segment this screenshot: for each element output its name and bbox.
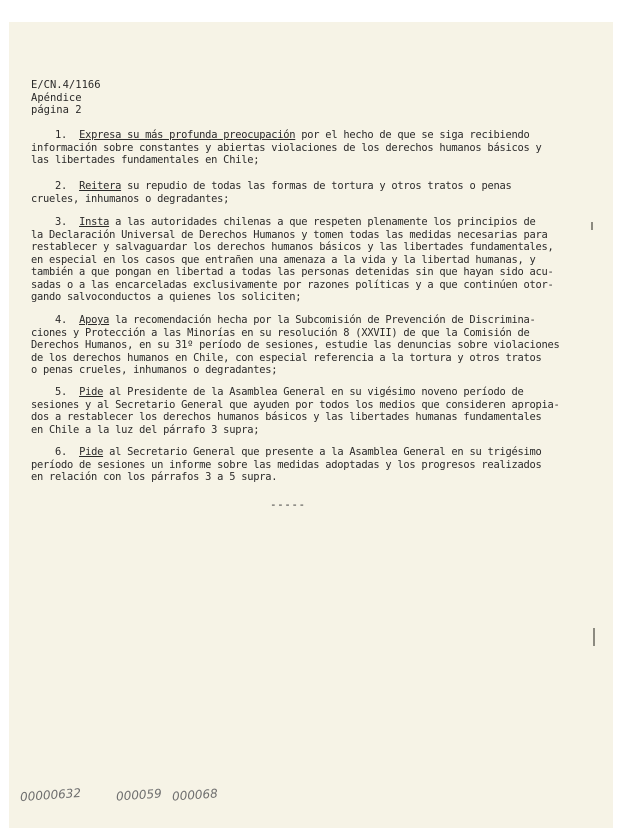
archive-stamp: 00000632 [19,785,82,805]
paragraph-number: 2. [55,180,68,192]
paragraph-text: al Presidente de la Asamblea General en su vigésimo noveno período de [103,386,524,398]
paragraph-line: período de sesiones un informe sobre las medidas adoptadas y los progresos realizados [31,458,542,471]
paragraph-text: la recomendación hecha por la Subcomisión de Prevención de Discrimina- [109,314,536,326]
paragraph-number: 5. [55,386,68,398]
paragraph-line: crueles, inhumanos o degradantes; [31,192,230,205]
operative-verb: Expresa su más profunda preocupación [79,129,296,141]
archive-stamp: 000059 [115,786,163,804]
paragraph-number: 4. [55,314,68,326]
document-symbol: E/CN.4/1166 [31,79,101,91]
paragraph-line: o penas crueles, inhumanos o degradantes; [31,364,278,376]
operative-verb: Apoya [79,314,110,326]
paragraph-text: a las autoridades chilenas a que respeten plenamente los principios de [109,216,536,228]
paragraph-number: 1. [55,129,68,141]
paragraph-line: dos a restablecer los derechos humanos básicos y las libertades humanas fundamentales [31,411,542,423]
paragraph-line: restablecer y salvaguardar los derechos humanos básicos y las libertades fundamentales, [31,241,554,253]
paragraph-text: al Secretario General que presente a la Asamblea General en su trigésimo [103,446,542,458]
paragraph-text: por el hecho de que se siga recibiendo [295,129,530,141]
paragraph-number: 6. [55,446,68,458]
paragraph-line: Derechos Humanos, en su 31º período de sesiones, estudie las denuncias sobre violaciones [31,339,560,351]
resolution-paragraph [31,216,554,304]
paragraph-line: la Declaración Universal de Derechos Humanos y tomen todas las medidas necesarias para [31,228,548,241]
paragraph-number: 3. [55,216,68,228]
paragraph-line: sadas o a las encarceladas exclusivamente por razones políticas y a que continúen otor- [31,278,554,291]
operative-verb: Reitera [79,180,122,192]
paragraph-line: información sobre constantes y abiertas violaciones de los derechos humanos básicos y [31,141,542,154]
paragraph-line [31,446,551,459]
operative-verb: Insta [79,216,110,228]
margin-mark [591,222,593,230]
paragraph-line [31,314,551,327]
paragraph-line: en Chile a la luz del párrafo 3 supra; [31,423,260,436]
resolution-paragraph [31,314,560,377]
paragraph-line [31,216,551,229]
paragraph-line: de los derechos humanos en Chile, con especial referencia a la tortura y otros tratos [31,351,542,364]
end-rule: ----- [270,498,306,511]
paragraph-line: ciones y Protección a las Minorías en su resolución 8 (XXVII) de que la Comisión de [31,326,530,339]
paragraph-line: gando salvoconductos a quienes los soliciten; [31,291,302,303]
paragraph-line: también a que pongan en libertad a todas las personas detenidas sin que hayan sido acu- [31,266,554,278]
operative-verb: Pide [79,446,104,458]
operative-verb: Pide [79,386,104,398]
paragraph-text: su repudio de todas las formas de tortura y otros tratos o penas [121,180,512,192]
paragraph-line [31,180,551,193]
paragraph-line: en relación con los párrafos 3 a 5 supra. [31,471,278,483]
appendix-label: Apéndice [31,91,82,104]
document-header [31,79,101,117]
resolution-paragraph [31,446,551,484]
paragraph-line [31,386,551,399]
archive-stamp: 000068 [171,786,219,804]
paragraph-line: en especial en los casos que entrañen una amenaza a la vida y la libertad humanas, y [31,253,536,266]
resolution-paragraph [31,180,551,205]
paragraph-line: sesiones y al Secretario General que ayuden por todos los medios que consideren apropia- [31,398,560,411]
paragraph-line [31,129,551,142]
resolution-paragraph [31,129,551,167]
margin-mark [593,628,595,646]
paragraph-line: las libertades fundamentales en Chile; [31,154,260,166]
page-number: página 2 [31,104,82,116]
resolution-paragraph [31,386,560,436]
